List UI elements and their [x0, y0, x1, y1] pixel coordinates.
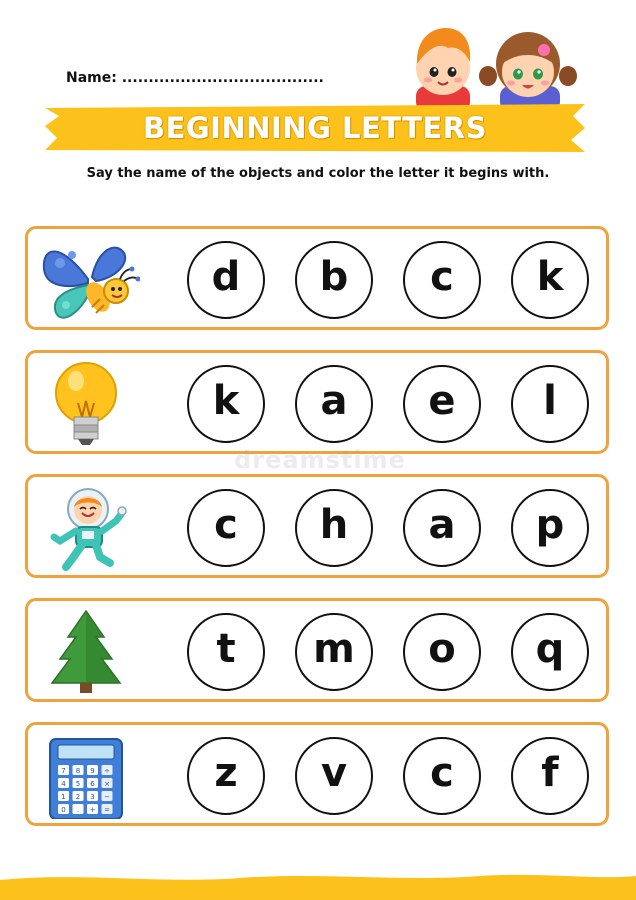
- calculator-key-label: 4: [61, 780, 66, 788]
- calculator-key-label: +: [89, 806, 96, 814]
- girl-icon: [479, 32, 577, 112]
- bottom-wave-decoration: [0, 872, 636, 900]
- letter-circle[interactable]: m: [295, 613, 373, 691]
- calculator-key-label: 9: [90, 767, 95, 775]
- calculator-key-label: −: [104, 793, 110, 801]
- exercise-row-4: [25, 598, 609, 702]
- calculator-key-label: 7: [61, 767, 66, 775]
- light-bulb-icon: [40, 359, 140, 447]
- calculator-key-label: 6: [90, 780, 95, 788]
- calculator-key-label: 5: [75, 780, 81, 788]
- calculator-key-label: 8: [75, 767, 81, 775]
- letter-circle[interactable]: o: [403, 613, 481, 691]
- letter-circle[interactable]: d: [187, 241, 265, 319]
- instruction-text: Say the name of the objects and color the letter it begins with.: [86, 166, 550, 181]
- astronaut-icon: [40, 483, 140, 571]
- butterfly-icon: [40, 235, 140, 323]
- calculator-key-label: .: [76, 806, 80, 814]
- calculator-key-label: ÷: [104, 767, 110, 775]
- name-label: Name:: [66, 70, 117, 86]
- letter-circle[interactable]: a: [403, 489, 481, 567]
- letter-choices: [187, 241, 599, 319]
- letter-choices: [187, 365, 599, 443]
- letter-circle[interactable]: e: [403, 365, 481, 443]
- letter-circle[interactable]: c: [187, 489, 265, 567]
- name-field[interactable]: [66, 70, 324, 86]
- calculator-key-label: 2: [75, 793, 81, 801]
- exercise-row-1: [25, 226, 609, 330]
- watermark-text: dreamstime: [234, 446, 406, 474]
- letter-circle[interactable]: a: [295, 365, 373, 443]
- name-dots: ......................................: [121, 70, 324, 86]
- letter-circle[interactable]: p: [511, 489, 589, 567]
- letter-circle[interactable]: z: [187, 737, 265, 815]
- kids-illustration: [408, 20, 583, 112]
- calculator-key-label: 0: [61, 806, 66, 814]
- exercise-row-3: [25, 474, 609, 578]
- letter-choices: [187, 613, 599, 691]
- letter-circle[interactable]: l: [511, 365, 589, 443]
- tree-icon: [40, 607, 140, 695]
- letter-choices: [187, 489, 599, 567]
- letter-circle[interactable]: f: [511, 737, 589, 815]
- letter-circle[interactable]: k: [187, 365, 265, 443]
- exercise-row-2: [25, 350, 609, 454]
- calculator-key-label: ×: [104, 780, 110, 788]
- letter-choices: [187, 737, 599, 815]
- letter-circle[interactable]: v: [295, 737, 373, 815]
- letter-circle[interactable]: c: [403, 241, 481, 319]
- letter-circle[interactable]: h: [295, 489, 373, 567]
- exercise-row-5: [25, 722, 609, 826]
- letter-circle[interactable]: b: [295, 241, 373, 319]
- calculator-key-label: 1: [61, 793, 66, 801]
- letter-circle[interactable]: q: [511, 613, 589, 691]
- calculator-icon: [40, 731, 140, 819]
- letter-circle[interactable]: c: [403, 737, 481, 815]
- page-title: BEGINNING LETTERS: [142, 111, 488, 145]
- calculator-key-label: =: [104, 806, 110, 814]
- letter-circle[interactable]: k: [511, 241, 589, 319]
- calculator-key-label: 3: [90, 793, 95, 801]
- boy-icon: [416, 28, 470, 112]
- letter-circle[interactable]: t: [187, 613, 265, 691]
